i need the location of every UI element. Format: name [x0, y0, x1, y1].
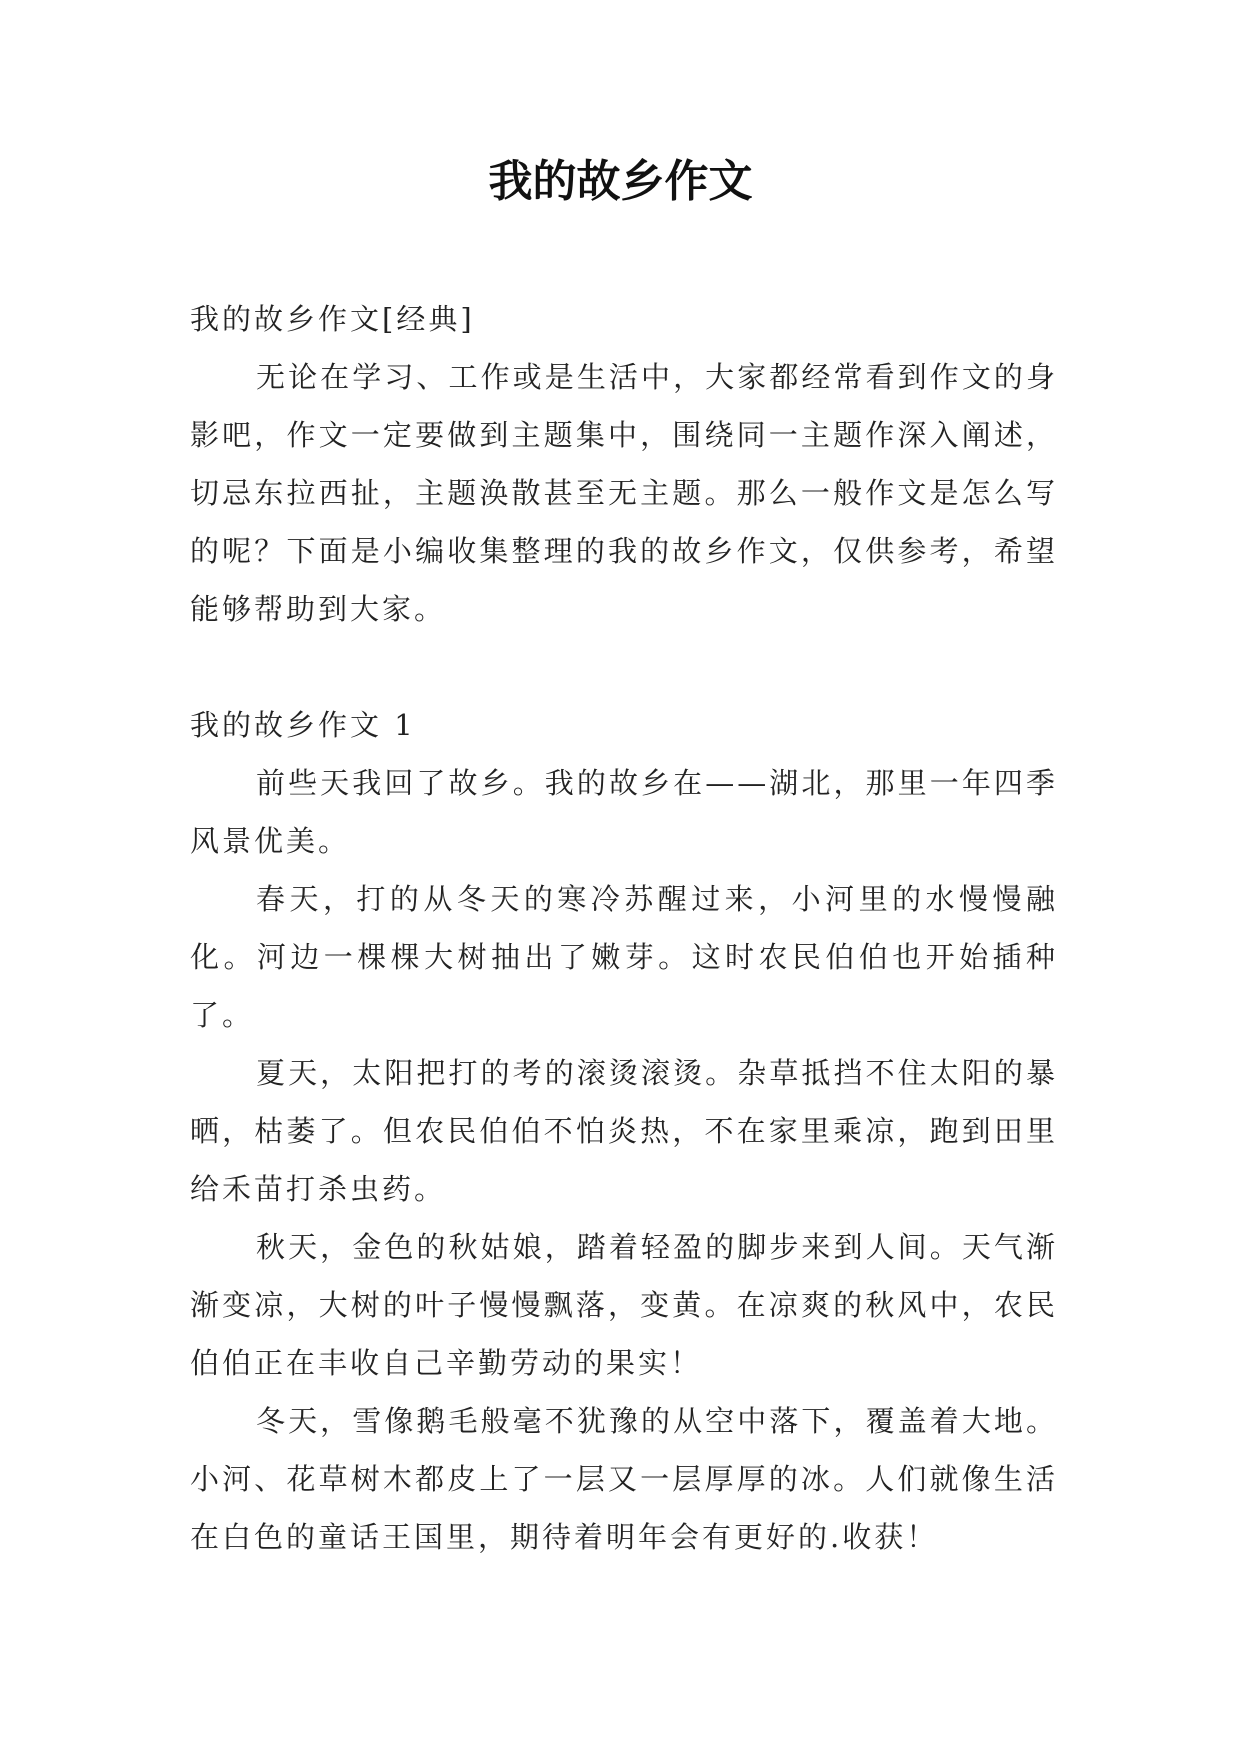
paragraph-spring: 春天，打的从冬天的寒冷苏醒过来，小河里的水慢慢融化。河边一棵棵大树抽出了嫩芽。这时农民伯伯也开始插种了。 [190, 882, 1058, 1032]
paragraph-summer: 夏天，太阳把打的考的滚烫滚烫。杂草抵挡不住太阳的暴晒，枯萎了。但农民伯伯不怕炎热，不在家里乘凉，跑到田里给禾苗打杀虫药。 [190, 1056, 1058, 1206]
intro-heading: 我的故乡作文[经典] [190, 302, 475, 336]
paragraph-autumn: 秋天，金色的秋姑娘，踏着轻盈的脚步来到人间。天气渐渐变凉，大树的叶子慢慢飘落，变黄。在凉爽的秋风中，农民伯伯正在丰收自己辛勤劳动的果实！ [190, 1230, 1058, 1380]
document-body [190, 290, 1058, 1566]
intro-paragraph: 无论在学习、工作或是生活中，大家都经常看到作文的身影吧，作文一定要做到主题集中，围绕同一主题作深入阐述，切忌东拉西扯，主题涣散甚至无主题。那么一般作文是怎么写的呢？下面是小编收集整理的我的故乡作文，仅供参考，希望能够帮助到大家。 [190, 360, 1058, 626]
paragraph-hometown: 前些天我回了故乡。我的故乡在——湖北，那里一年四季风景优美。 [190, 766, 1058, 858]
document-title: 我的故乡作文 [488, 156, 753, 207]
paragraph-winter: 冬天，雪像鹅毛般毫不犹豫的从空中落下，覆盖着大地。小河、花草树木都皮上了一层又一层厚厚的冰。人们就像生活在白色的童话王国里，期待着明年会有更好的.收获！ [190, 1404, 1058, 1554]
section-spacer [190, 638, 1058, 696]
section-heading: 我的故乡作文 1 [190, 708, 416, 742]
